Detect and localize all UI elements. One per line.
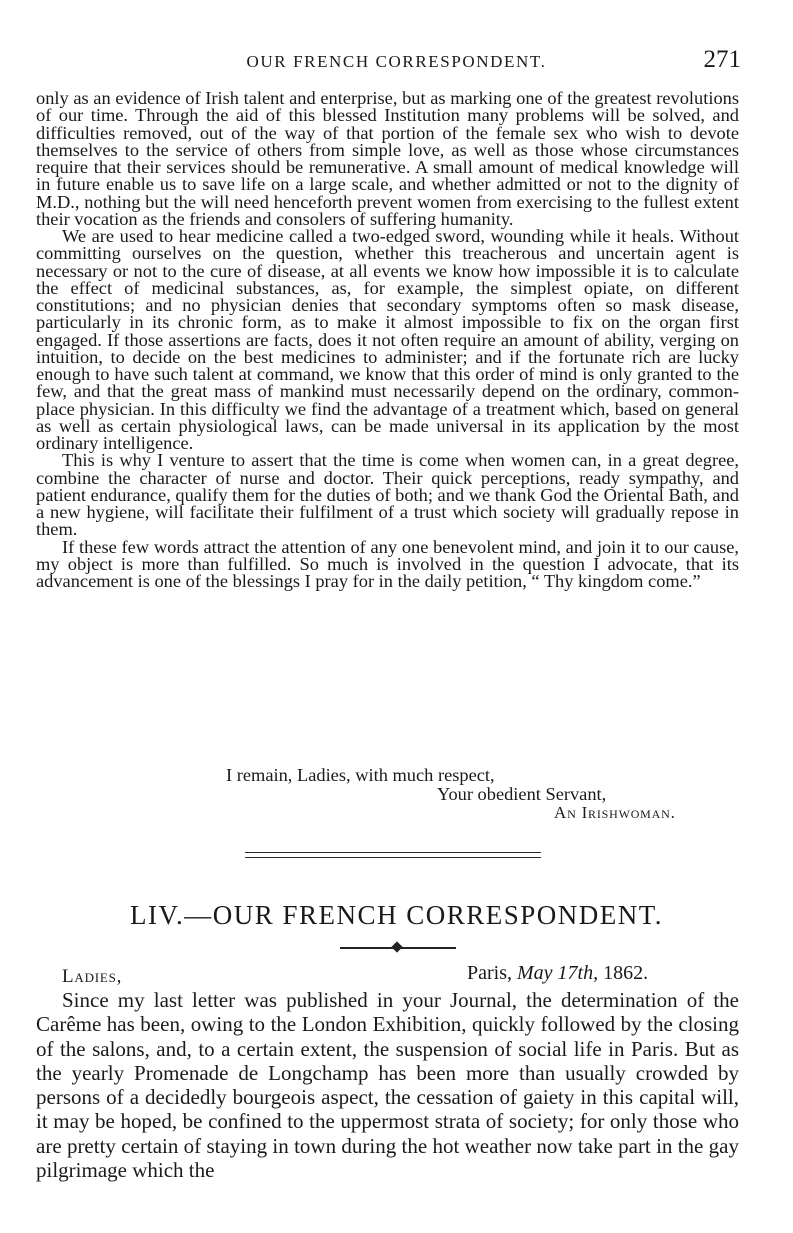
- signature: An Irishwoman.: [554, 803, 676, 822]
- running-head-title: OUR FRENCH CORRESPONDENT.: [246, 52, 547, 71]
- letter-body: [36, 90, 739, 590]
- dateline-date: May 17th,: [517, 962, 599, 984]
- dateline: [467, 962, 648, 985]
- closing-line: I remain, Ladies, with much respect,: [226, 765, 495, 785]
- letter-paragraph: If these few words attract the attention of any one benevolent mind, and join it to our cause, my object is more than fulfilled. So much is involved in the question I advocate, that its advancement is one of the blessings I pray for in the daily petition, “ Thy kingdom come.”: [36, 536, 739, 591]
- salutation: Ladies,: [62, 966, 123, 987]
- page-number: 271: [703, 46, 741, 73]
- letter-paragraph: We are used to hear medicine called a two-edged sword, wounding while it heals. Without committing ourselves on the question, whether this treacherous and uncertain agent is necessary or not to the cure of disease, at all events we know how impossible it is to calculate the effect of medicinal substances, as, for example, the simplest opiate, on different constitutions; and no physician denies that secondary symptoms often so mask disease, particularly in its chronic form, as to make it almost impossible to fix on the organ first engaged. If those assertions are facts, does it not often require an amount of ability, verging on intuition, to decide on the best medicines to administer; and if the fortunate rich are lucky enough to have such talent at command, we know that this order of mind is only granted to the few, and that the great mass of mankind must necessarily depend on the ordinary, common-place physician. In this difficulty we find the advantage of a treatment which, based on general as well as certain physiological laws, can be made universal in its application by the most ordinary intelligence.: [36, 226, 739, 453]
- article-paragraph: Since my last letter was published in your Journal, the determination of the Carême has been, owing to the London Exhibition, quickly followed by the closing of the salons, and, to a certain extent, the suspension of social life in Paris. But as the yearly Promenade de Longchamp has been more than usually crowded by persons of a decidedly bourgeois aspect, the cessation of gaiety in this capital will, it may be hoped, be confined to the uppermost strata of society; for only those who are pretty certain of staying in town during the hot weather now take part in the gay pilgrimage which the: [36, 988, 739, 1183]
- running-head: [0, 46, 793, 76]
- section-divider: [245, 852, 541, 858]
- dateline-year: 1862.: [603, 962, 649, 984]
- section-heading: LIV.—OUR FRENCH CORRESPONDENT.: [129, 900, 664, 930]
- letter-paragraph: This is why I venture to assert that the time is come when women can, in a great degree, combine the character of nurse and doctor. Their quick perceptions, ready sympathy, and patient endurance, qualify them for the duties of both; and we thank God the Oriental Bath, and a new hygiene, will facilitate their fulfilment of a trust which society will gradually repose in them.: [36, 450, 739, 540]
- letter-paragraph: only as an evidence of Irish talent and enterprise, but as marking one of the greatest revolutions of our time. Through the aid of this blessed Institution many problems will be solved, and difficulties removed, out of the way of that portion of the female sex who wish to devote themselves to the service of others from simple love, as well as those whose circumstances require that their services should be remunerative. A small amount of medical knowledge will in future enable us to save life on a large scale, and whether admitted or not to the dignity of M.D., nothing but the will need henceforth prevent women from exercising to the fullest extent their vocation as the friends and consolers of suffering humanity.: [36, 88, 739, 229]
- ornament-line-left: [340, 947, 394, 949]
- dateline-place: Paris,: [467, 962, 512, 984]
- ornament-line-right: [400, 947, 456, 949]
- article-body: [36, 988, 739, 1182]
- valediction: Your obedient Servant,: [437, 784, 607, 804]
- ornament-divider: [340, 942, 456, 954]
